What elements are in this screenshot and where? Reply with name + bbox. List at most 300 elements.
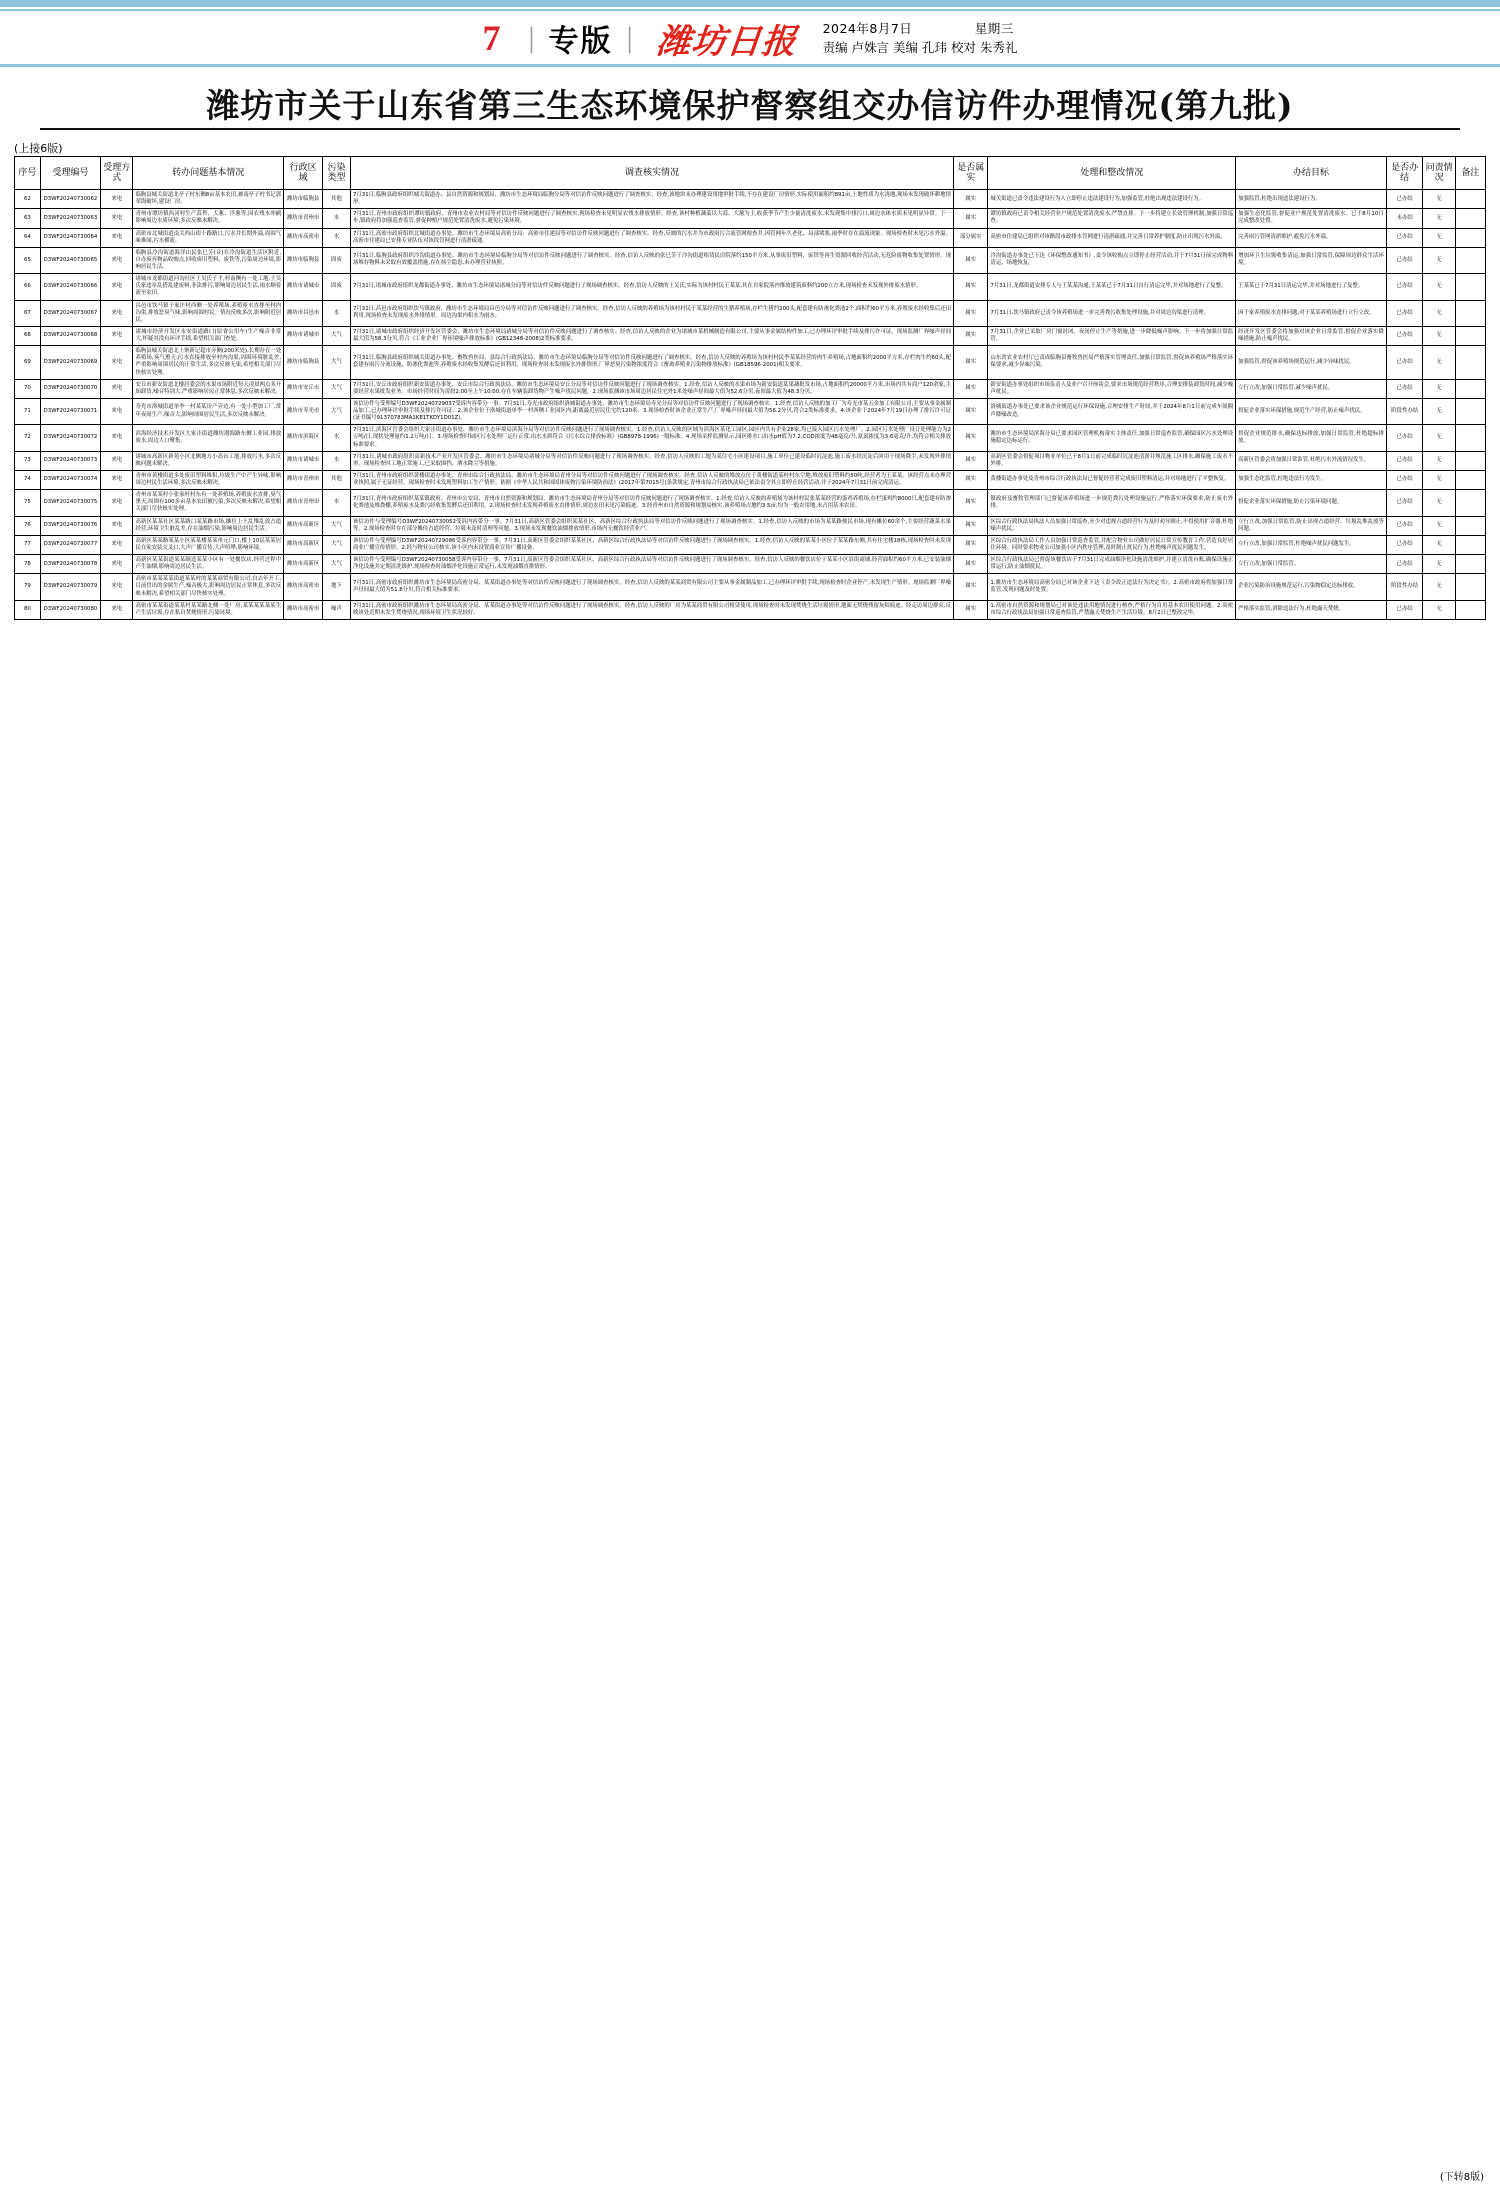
case-accountability: 无 [1423, 326, 1455, 345]
case-area: 潍坊市青州市 [284, 209, 323, 228]
case-code: D3WF20240730062 [40, 190, 100, 209]
top-rule-secondary [0, 9, 1500, 11]
case-area: 潍坊市诸城市 [284, 326, 323, 345]
case-pollution-type: 噪声 [322, 600, 350, 619]
case-investigation: 7月31日,诸城市政府组织龙都街道办事处、潍坊市生态环境局诸城分局等对信访件反映问题进行了现场调查核实。经查,信访人反映的王吴氏,实际为该村村民王某某,其在自家院落内堆放建筑废料约200立方米,现场检查未发现外排废水情形。 [350, 274, 953, 300]
case-is-true: 属实 [953, 470, 987, 489]
case-goal: 督促企业规范排水,确保达标排放,加强日常监管,杜绝超标排放。 [1236, 425, 1387, 451]
case-goal: 高新区管委会将加强日常监管,杜绝污水外流情况发生。 [1236, 451, 1387, 470]
case-goal: 督促企业落实环保措施,防止污染环境问题。 [1236, 490, 1387, 516]
case-is-true: 属实 [953, 535, 987, 554]
case-seq: 73 [15, 451, 41, 470]
case-handling: 潍坊市生态环境局滨海分局已要求园区管理机构落实主体责任,加强日常巡查监管,确保园区污水处理设施稳定达标运行。 [988, 425, 1236, 451]
case-area: 潍坊市滨海区 [284, 425, 323, 451]
case-is-true: 属实 [953, 398, 987, 424]
case-handling: 山东省农业农村厅已责成临朐县畜牧兽医局严格落实管理责任,加强日常监管,督促该养殖场严格落实环保要求,减少异味污染。 [988, 346, 1236, 380]
case-investigation: 7月31日,高密市政府组织北城街道办事处、潍坊市生态环境局高密分局、高密市住建局等对信访件反映问题进行了调查核实。经查,反映的污水井为市政雨污合流管网检查井,因管网年久老化、局部堵塞,雨季时存在溢流现象。现场检查时未见污水外溢。高密市住建局已安排专业队伍对该段管网进行清淤疏通。 [350, 228, 953, 247]
case-code: D3WF20240730077 [40, 535, 100, 554]
case-investigation: 7月31日,昌邑市政府组织饮马镇政府、潍坊市生态环境局昌邑分局等对信访件反映问题进行了调查核实。经查,信访人反映的养殖场为该村村民于某某经营的生猪养殖场,存栏生猪约200头,配套建有防渗化粪池2个,面积约60平方米,养殖废水经收集后还田利用,现场检查未发现废水外排情形。周边沟渠内积水为雨水。 [350, 300, 953, 326]
case-seq: 68 [15, 326, 41, 345]
case-way: 来电 [101, 398, 133, 424]
case-area: 潍坊市昌邑市 [284, 300, 323, 326]
case-area: 潍坊市高密市 [284, 228, 323, 247]
case-accountability: 无 [1423, 490, 1455, 516]
case-goal: 立行立改,加强日常监管,防止出现占道经营、垃圾乱堆乱放等问题。 [1236, 516, 1387, 535]
case-code: D3WF20240730068 [40, 326, 100, 345]
case-is-true: 属实 [953, 600, 987, 619]
case-note [1455, 346, 1485, 380]
case-seq: 79 [15, 574, 41, 600]
case-accountability: 无 [1423, 574, 1455, 600]
table-row [15, 346, 1486, 380]
case-area: 潍坊市青州市 [284, 470, 323, 489]
case-handling: 7月31日,企业已采取厂房门窗封闭、夜间停止生产等措施,进一步降低噪声影响。下一步将加强日常监管。 [988, 326, 1236, 345]
case-investigation: 7月31日,青州市政府组织某某镇政府、青州市公安局、青州市自然资源和规划局、潍坊市生态环境局青州分局等对信访件反映问题进行了现场调查核实。1.经查,信访人反映的养殖场为该村村民张某某经营的蛋鸡养殖场,存栏蛋鸡约8000只,配套建有防渗化粪池及堆粪棚,养殖废水及粪污经收集发酵后还田利用。2.现场检查时未发现养殖废水直排情形,周边农田未见污染痕迹。3.经青州市自然资源和规划局核实,该养殖场占地约3.5亩,均为一般农用地,未占用基本农田。 [350, 490, 953, 516]
weekday: 星期三 [974, 20, 1014, 36]
case-investigation: 7月31日,青州市政府组织谭坊镇政府、青州市农业农村局等对信访件反映问题进行了调查核实,现场检查未见明显农残水排放情形。经查,该村种植蔬菜以大蒜、大葱为主,收获季节产生少量清洗废水,未发现集中排污口,周边水体水质未见明显异常。下一步,镇政府将加强巡查监管,督促种植户规范处置清洗废水,避免污染环境。 [350, 209, 953, 228]
table-row [15, 425, 1486, 451]
col-header-handling: 处理和整改情况 [988, 157, 1236, 190]
col-header-code: 受理编号 [40, 157, 100, 190]
case-is-true: 属实 [953, 247, 987, 273]
case-pollution-type: 水 [322, 228, 350, 247]
case-code: D3WF20240730064 [40, 228, 100, 247]
continued-to-note: (下转8版) [1439, 2172, 1484, 2183]
case-area: 潍坊市高密市 [284, 600, 323, 619]
case-handling: 冷沟街道办事处已下达《环保整改通知书》,责令该收购点立即停止经营活动,并于7月31日前完成物料清运、场地恢复。 [988, 247, 1236, 273]
case-is-done: 阶段性办结 [1386, 398, 1423, 424]
title-underline [40, 128, 1460, 130]
case-is-true: 属实 [953, 555, 987, 574]
col-header-is-true: 是否属实 [953, 157, 987, 190]
table-row [15, 228, 1486, 247]
masthead-separator-1: | [528, 21, 535, 54]
case-way: 来电 [101, 451, 133, 470]
case-basic-situation: 青州市黄楼街道多处废旧塑料堆积,垃圾生产中产生异味,影响周边村民生活环境,多次反映未解决。 [133, 470, 284, 489]
case-goal: 督促企业落实环保措施,规范生产经营,防止噪声扰民。 [1236, 398, 1387, 424]
case-accountability: 无 [1423, 451, 1455, 470]
table-row [15, 490, 1486, 516]
case-basic-situation: 高密市某某街道某某村某某路北侧一处厂房,某某某某某某生产生活垃圾,存在私自焚烧情形,污染环境。 [133, 600, 284, 619]
case-accountability: 无 [1423, 600, 1455, 619]
case-way: 来电 [101, 346, 133, 380]
case-handling: 1.潍坊市生态环境局高密分局已对该企业下达《责令改正违法行为决定书》。2.高密市政府将加强日常监管,发现问题及时处置。 [988, 574, 1236, 600]
case-seq: 63 [15, 209, 41, 228]
case-is-true: 属实 [953, 379, 987, 398]
case-pollution-type: 水 [322, 451, 350, 470]
case-is-done: 已办结 [1386, 555, 1423, 574]
case-pollution-type: 其他 [322, 190, 350, 209]
case-note [1455, 209, 1485, 228]
case-seq: 75 [15, 490, 41, 516]
case-code: D3WF20240730069 [40, 346, 100, 380]
case-pollution-type: 水 [322, 300, 350, 326]
case-pollution-type: 固废 [322, 247, 350, 273]
case-pollution-type: 大气 [322, 516, 350, 535]
case-area: 潍坊市临朐县 [284, 190, 323, 209]
case-seq: 80 [15, 600, 41, 619]
case-accountability: 无 [1423, 398, 1455, 424]
case-handling: 镇政府及畜牧管理部门已督促该养殖场进一步规范粪污处理设施运行,严格落实环保要求,防止废水外排。 [988, 490, 1236, 516]
case-investigation: 7月31日,诸城市政府组织高新技术产业开发区管委会、潍坊市生态环境局诸城分局等对信访件反映问题进行了现场调查核实。经查,信访人反映的工地为某住宅小区建设项目,施工单位已建设临时沉淀池,施工废水经沉淀后回用于现场降尘,未发现外排情形。现场检查时工地正常施工,已采取围挡、洒水降尘等措施。 [350, 451, 953, 470]
table-row [15, 209, 1486, 228]
case-area: 潍坊市寿光市 [284, 398, 323, 424]
case-handling: 7月31日,龙都街道安排专人与王某某沟通,王某某已于7月31日自行清运完毕,并对场地进行了复整。 [988, 274, 1236, 300]
case-basic-situation: 诸城市高新区新苑小区北侧地方小高台工地,排放污水,多次反映问题未解决。 [133, 451, 284, 470]
case-pollution-type: 大气 [322, 555, 350, 574]
case-seq: 66 [15, 274, 41, 300]
case-way: 来电 [101, 470, 133, 489]
case-handling: 区综合行政执法局执法人员加强日常巡查,至少对违规占道经营行为及时劝导制止,不得使用扩音器,杜绝噪声扰民。 [988, 516, 1236, 535]
case-goal: 加强生态化监管,督促业户规范处置清洗废水。已于8月10日完成整改处置。 [1236, 209, 1387, 228]
case-is-done: 已办结 [1386, 300, 1423, 326]
case-code: D3WF20240730063 [40, 209, 100, 228]
case-note [1455, 516, 1485, 535]
case-seq: 67 [15, 300, 41, 326]
case-area: 潍坊市临朐县 [284, 247, 323, 273]
case-code: D3WF20240730067 [40, 300, 100, 326]
masthead-bottom-rule [0, 64, 1500, 67]
case-basic-situation: 青州市谭坊镇西河村生产蒜苔、大葱、洋葱等,因农残水冲刷影响周边水质环境,多次反映未解决。 [133, 209, 284, 228]
case-pollution-type: 大气 [322, 398, 350, 424]
case-goal: 加强监管,督促该养殖场规范运行,减少异味扰民。 [1236, 346, 1387, 380]
case-investigation: 7月31日,高密市政府组织潍坊市生态环境局高密分局、某某街道办事处等对信访件反映问题进行了现场调查核实。经查,信访人反映的厂房为某某商贸有限公司租赁使用,现场检查时未发现焚烧生活垃圾情形,地面无焚烧残留灰烬痕迹。经走访周边群众,反映该处近期未发生焚烧情况,现场环境卫生状况较好。 [350, 600, 953, 619]
case-way: 来电 [101, 574, 133, 600]
case-is-true: 属实 [953, 516, 987, 535]
case-area: 潍坊市高新区 [284, 535, 323, 554]
table-row [15, 274, 1486, 300]
case-pollution-type: 大气 [322, 535, 350, 554]
case-note [1455, 228, 1485, 247]
case-seq: 69 [15, 346, 41, 380]
case-handling: 7月31日,饮马镇政府已责令该养殖场进一步完善粪污收集处理设施,并对周边沟渠进行清理。 [988, 300, 1236, 326]
case-basic-situation: 高新区某某路某某小区某某楼某某单元门口,楼上10层某某居民在家安装交叉口,大声广播宣传,大声喧哗,影响环境。 [133, 535, 284, 554]
case-pollution-type: 其他 [322, 470, 350, 489]
case-way: 来电 [101, 379, 133, 398]
case-note [1455, 247, 1485, 273]
case-investigation: 7月31日,临朐县政府组织城关街道办、县自然资源和规划局、潍坊市生态环境局临朐分局等对信访件反映问题进行了调查核实。经查,该地块未办理建设用地审批手续,不存在建设厂房情形,实际使用面积约891亩,土地性质为水浇地,现场未发现破坏耕地情形。 [350, 190, 953, 209]
case-accountability: 无 [1423, 425, 1455, 451]
case-way: 来电 [101, 274, 133, 300]
case-investigation: 该信访件与受理编号D3WF20240730052受诉内容带分一事。7月31日,高新区管委会组织某某社区、高新区综合行政执法局等对信访件反映问题进行了现场调查核实。1.经查,信访人反映的市场为某某路便民市场,现有摊位60余个,主要经营蔬菜水果等。2.现场检查时存在部分摊位占道经营、垃圾未及时清理等问题。3.现场未发现餐饮油烟排放情形,市场内无餐饮经营业户。 [350, 516, 953, 535]
case-basic-situation: 诸城市龙都街道河沟社区王吴氏子平,村南侧有一处工地,王吴氏家违章乱搭乱建废料,非法排污,影响周边居民生活,雨水顺着流至农田。 [133, 274, 284, 300]
case-note [1455, 274, 1485, 300]
case-handling: 高新区管委会督促项目物业单位已于8月1日前完成临时沉淀池清淤并规范施工区排水,确保施工废水不外排。 [988, 451, 1236, 470]
case-is-true: 属实 [953, 346, 987, 380]
case-basic-situation: 临朐县城关街道北上寨新记超市旁侧(200米处),长期存在一处养殖场,臭气熏天,污水直接排放至村内沟渠,周围环境脏乱差,严重影响周围居民的正常生活,多次反映无果,希望相关部门尽快核实处理。 [133, 346, 284, 380]
case-basic-situation: 滨海经济技术开发区大家洼街道潍坊渤海路东侧工业园,排放废水,周边人口聚集。 [133, 425, 284, 451]
table-body [15, 190, 1486, 620]
case-code: D3WF20240730065 [40, 247, 100, 273]
case-investigation: 7月31日,青州市政府组织黄楼街道办事处、青州市综合行政执法局、潍坊市生态环境局青州分局等对信访件反映问题进行了现场调查核实。经查,信访人反映的堆放点位于黄楼街道某村村东空地,堆放废旧塑料约50吨,经营者为王某某。该经营点未办理营业执照,属于无证经营。现场检查时未发现塑料加工生产情形。依据《中华人民共和国固体废物污染环境防治法》(2017年第7015号)条款规定,青州市综合行政执法局已依法责令其立即停止经营活动,并于2024年7月31日前完成清运。 [350, 470, 953, 489]
case-investigation: 7月31日,诸城市政府组织经济开发区管委会、潍坊市生态环境局诸城分局等对信访件反映问题进行了调查核实。经查,信访人反映的企业为诸城市某机械制造有限公司,主要从事金属结构件加工,已办理环评审批手续及排污许可证。现场监测厂界噪声昼间最大值为58.3分贝,符合《工业企业厂界环境噪声排放标准》(GB12348-2008)2类标准要求。 [350, 326, 953, 345]
case-accountability: 无 [1423, 209, 1455, 228]
case-pollution-type: 大气 [322, 346, 350, 380]
case-note [1455, 555, 1485, 574]
case-code: D3WF20240730075 [40, 490, 100, 516]
case-goal: 企业污染防治设施规范运行,污染物稳定达标排放。 [1236, 574, 1387, 600]
case-goal: 加强监管,杜绝出现违法建设行为。 [1236, 190, 1387, 209]
case-is-done: 未办结 [1386, 209, 1423, 228]
case-investigation: 该信访件与受理编号D3WF20240729037受诉内容带分一事。7月31日,寿光市政府组织洛城街道办事处、潍坊市生态环境局寿光分局等对信访件反映问题进行了现场调查核实。1.经查,信访人反映的加工厂为寿光市某五金加工有限公司,主要从事金属制品加工,已办理环评审批手续及排污许可证。2.该企业位于洛城街道单李一村西侧工业园区内,距离最近居民住宅约120米。3.现场检查时该企业正常生产,厂界噪声昼间最大值为56.2分贝,符合2类标准要求。4.该企业于2024年7月19日办理了排污许可证(证书编号91370783MA1KE1TKDY1D01Z)。 [350, 398, 953, 424]
table-row [15, 516, 1486, 535]
case-goal: 加强生态化监管,杜绝违法行为发生。 [1236, 470, 1387, 489]
case-area: 潍坊市青州市 [284, 490, 323, 516]
publication-date: 2024年8月7日 [822, 20, 913, 36]
case-is-true: 属实 [953, 425, 987, 451]
page-title: 潍坊市关于山东省第三生态环境保护督察组交办信访件办理情况(第九批) [206, 86, 1294, 125]
table-row [15, 398, 1486, 424]
table-header-row [15, 157, 1486, 190]
case-goal: 增加环卫生垃圾收集清运,加强日常监管,保障周边群众生活环境。 [1236, 247, 1387, 273]
table-row [15, 451, 1486, 470]
case-seq: 76 [15, 516, 41, 535]
case-goal: 王某某已于7月31日清运完毕,并对场地进行了复整。 [1236, 274, 1387, 300]
case-is-done: 已办结 [1386, 228, 1423, 247]
case-way: 来电 [101, 326, 133, 345]
case-way: 来电 [101, 425, 133, 451]
case-seq: 78 [15, 555, 41, 574]
case-note [1455, 490, 1485, 516]
case-goal: 立行立改,加强日常监管,减少噪声扰民。 [1236, 379, 1387, 398]
section-label: 专版 [548, 24, 613, 59]
case-basic-situation: 诸城市经济开发区永安街道路口(原省公用车)生产噪音非常大,怀疑其没有环评手续,希望相关部门查处。 [133, 326, 284, 345]
editorial-credits: 责编 卢姝言 美编 孔玮 校对 朱秀礼 [822, 40, 1018, 55]
case-way: 来电 [101, 190, 133, 209]
case-note [1455, 398, 1485, 424]
col-header-area: 行政区域 [284, 157, 323, 190]
case-handling: 区综合行政执法局工作人员加强日常巡查监管,并配合物业公司做好居民日常宣传教育工作,营造良好居住环境。同时要求物业公司加强小区内秩序管理,及时制止扰民行为,杜绝噪声扰民问题发生。 [988, 535, 1236, 554]
case-handling: 1.高密市自然资源和规划局已对该处违法用地情况进行核查,严格行为自用基本农田使用问题。2.高密市综合行政执法局加强日常巡查监管,严禁露天焚烧生产生活垃圾。8月2日已整改完毕。 [988, 600, 1236, 619]
case-handling: 洛城街道办事处已要求该企业规范运行环保设施,合理安排生产时间,并于2024年8月1日前完成车间隔声降噪改造。 [988, 398, 1236, 424]
case-note [1455, 425, 1485, 451]
case-basic-situation: 高新区某某社区某某路口某某路市场,摊位上上乱堆乱放占道经营,环境卫生脏乱差,存在油烟污染,影响周边居民生活。 [133, 516, 284, 535]
case-is-done: 已办结 [1386, 274, 1423, 300]
case-pollution-type: 水 [322, 490, 350, 516]
case-is-done: 已办结 [1386, 470, 1423, 489]
case-goal: 经济开发区管委会将加强对该企业日常监管,督促企业落实降噪措施,防止噪声扰民。 [1236, 326, 1387, 345]
table-row [15, 300, 1486, 326]
case-way: 来电 [101, 247, 133, 273]
case-area: 潍坊市高新区 [284, 555, 323, 574]
col-header-ptype: 污染类型 [322, 157, 350, 190]
case-code: D3WF20240730072 [40, 425, 100, 451]
case-is-done: 已办结 [1386, 600, 1423, 619]
case-is-done: 已办结 [1386, 379, 1423, 398]
case-code: D3WF20240730073 [40, 451, 100, 470]
newspaper-logo: 潍坊日报 [654, 21, 799, 62]
case-basic-situation: 安丘市新安街道北楼居委会的水果市场附近每天凌晨两点多开始卸货,噪音特别大,严重影响居民正常休息,多次反映未解决。 [133, 379, 284, 398]
case-is-true: 部分属实 [953, 228, 987, 247]
case-handling: 城关街道已责令违法建设行为人立即停止违法建设行为,加强监管,杜绝出现违法建设行为。 [988, 190, 1236, 209]
case-investigation: 7月31日,滨海区管委会组织大家洼街道办事处、潍坊市生态环境局滨海分局等对信访件反映问题进行了现场调查核实。1.经查,信访人反映的区域为滨海区某化工园区,园区内共有企业28家,均已接入园区污水处理厂。2.园区污水处理厂设计处理能力为2万吨/日,现状处理量约1.2万吨/日。3.现场检查时园区污水处理厂运行正常,出水水质符合《污水综合排放标准》(GB8978-1996)一级标准。4.现场采样监测显示,园区排水口出水pH值为7.2,COD浓度为48毫克/升,氨氮浓度为3.6毫克/升,均符合相关排放标准要求。 [350, 425, 953, 451]
col-header-is-done: 是否办结 [1386, 157, 1423, 190]
case-note [1455, 379, 1485, 398]
case-accountability: 无 [1423, 247, 1455, 273]
case-way: 来电 [101, 490, 133, 516]
case-way: 来电 [101, 555, 133, 574]
case-code: D3WF20240730071 [40, 398, 100, 424]
case-investigation: 该信访件与受理编号D3WF20240729086受诉内容带分一事。7月31日,高新区管委会组织某某社区、高新区综合行政执法局等对信访件反映问题进行了现场调查核实。1.经查,信访人反映的某某小区位于某某路东侧,共有住宅楼18栋,现场检查时未发现商业广播宣传情形。2.经与物业公司核实,该小区内未设置商业宣传广播设备。 [350, 535, 953, 554]
case-investigation: 7月31日,临朐县政府组织城关街道办事处、畜牧兽医局、县综合行政执法局、潍坊市生态环境局临朐分局等对信访件反映问题进行了调查核实。经查,信访人反映的养殖场为该村村民李某某经营的肉牛养殖场,占地面积约2000平方米,存栏肉牛约60头,配套建有雨污分流设施、防渗化粪池等,养殖废水经收集发酵后还田利用。现场检查时未发现废水外排情形,厂界恶臭污染物浓度符合《畜禽养殖业污染物排放标准》(GB18596-2001)相关要求。 [350, 346, 953, 380]
case-code: D3WF20240730066 [40, 274, 100, 300]
case-basic-situation: 寿光市洛城街道单李一村某某房产旁边,有一处小型加工厂,常年夜间生产,噪音大,影响周围居民生活,多次反映未解决。 [133, 398, 284, 424]
case-is-done: 已办结 [1386, 535, 1423, 554]
case-is-done: 已办结 [1386, 247, 1423, 273]
case-basic-situation: 青州市某某村小张家村村东有一处养殖场,养殖废水直排,臭气熏天,周围有100多亩基本农田被污染,多次反映未解决,希望相关部门尽快核实处理。 [133, 490, 284, 516]
case-note [1455, 470, 1485, 489]
case-goal: 严格落实监管,消除违法行为,杜绝露天焚烧。 [1236, 600, 1387, 619]
case-seq: 74 [15, 470, 41, 489]
case-seq: 77 [15, 535, 41, 554]
case-seq: 70 [15, 379, 41, 398]
case-area: 潍坊市高密市 [284, 574, 323, 600]
masthead [0, 14, 1500, 62]
top-rule [0, 0, 1500, 7]
case-basic-situation: 高密市北城街道南关西山街十路路口,污水井长期外溢,周围气味难闻,污水横流。 [133, 228, 284, 247]
case-accountability: 无 [1423, 274, 1455, 300]
case-pollution-type: 地下 [322, 574, 350, 600]
table-row [15, 326, 1486, 345]
case-way: 来电 [101, 228, 133, 247]
case-accountability: 无 [1423, 228, 1455, 247]
case-basic-situation: 昌邑市饮马镇于家庄村西侧一处养殖场,养殖废水直排至村内沟渠,排放恶臭气味,影响周围村民。情况反映多次,影响附近居民。 [133, 300, 284, 326]
case-is-done: 阶段性办结 [1386, 574, 1423, 600]
case-area: 潍坊市临朐县 [284, 346, 323, 380]
case-note [1455, 451, 1485, 470]
case-pollution-type: 水 [322, 209, 350, 228]
col-header-way: 受理方式 [101, 157, 133, 190]
case-area: 潍坊市诸城市 [284, 451, 323, 470]
report-table-wrapper [14, 156, 1486, 620]
case-accountability: 无 [1423, 516, 1455, 535]
case-accountability: 无 [1423, 535, 1455, 554]
case-code: D3WF20240730078 [40, 555, 100, 574]
case-code: D3WF20240730079 [40, 574, 100, 600]
case-way: 来电 [101, 516, 133, 535]
case-seq: 71 [15, 398, 41, 424]
case-accountability: 无 [1423, 300, 1455, 326]
case-seq: 64 [15, 228, 41, 247]
table-row [15, 470, 1486, 489]
case-is-done: 已办结 [1386, 490, 1423, 516]
case-pollution-type: 固废 [322, 274, 350, 300]
case-goal: 立行立改,加强日常监管。 [1236, 555, 1387, 574]
case-is-true: 属实 [953, 300, 987, 326]
case-is-done: 已办结 [1386, 451, 1423, 470]
case-accountability: 无 [1423, 379, 1455, 398]
case-area: 潍坊市高新区 [284, 516, 323, 535]
case-pollution-type: 水 [322, 425, 350, 451]
case-note [1455, 535, 1485, 554]
case-note [1455, 600, 1485, 619]
case-goal: 立行立改,加强日常监管,杜绝噪声扰民问题发生。 [1236, 535, 1387, 554]
case-seq: 72 [15, 425, 41, 451]
case-note [1455, 300, 1485, 326]
case-is-done: 已办结 [1386, 190, 1423, 209]
case-is-true: 属实 [953, 490, 987, 516]
case-way: 来电 [101, 300, 133, 326]
case-code: D3WF20240730080 [40, 600, 100, 619]
case-goal: 因于家养殖废水直排问题,对于某某养殖场进行立行立改。 [1236, 300, 1387, 326]
case-is-done: 已办结 [1386, 516, 1423, 535]
case-area: 潍坊市安丘市 [284, 379, 323, 398]
col-header-seq: 序号 [15, 157, 41, 190]
case-note [1455, 190, 1485, 209]
case-code: D3WF20240730074 [40, 470, 100, 489]
masthead-separator-2: | [626, 21, 633, 54]
case-accountability: 无 [1423, 555, 1455, 574]
case-pollution-type: 大气 [322, 326, 350, 345]
case-goal: 完善雨污管网清淤维护,避免污水外溢。 [1236, 228, 1387, 247]
continued-from-note: (上接6版) [14, 142, 63, 155]
case-is-true: 属实 [953, 326, 987, 345]
case-handling: 黄楼街道办事处及青州市综合行政执法局已督促经营者完成废旧塑料清运,并对场地进行了平整恢复。 [988, 470, 1236, 489]
case-is-done: 已办结 [1386, 425, 1423, 451]
col-header-note: 备注 [1455, 157, 1485, 190]
case-handling: 谭坊镇政府已责令相关经营业户规范处置清洗废水,严禁直排。下一步将建立长效管理机制,加强日常巡查。 [988, 209, 1236, 228]
case-accountability: 无 [1423, 346, 1455, 380]
case-investigation: 7月31日,临朐县政府组织冷沟街道办事处、潍坊市生态环境局临朐分局等对信访件反映问题进行了调查核实。经查,信访人反映的张巳芳于冷沟街道租赁民房院落约150平方米,从事废旧塑料、废铁等再生资源回收经营活动,无危险废物收集处置情形。现场堆存物料未采取有效覆盖措施,存在扬尘隐患,未办理营业执照。 [350, 247, 953, 273]
page-number: 7 [482, 18, 501, 58]
case-basic-situation: 临朐县城关街道北亭子村东侧8亩基本农田,被南亭子村书记郭荣海破坏,建设厂房。 [133, 190, 284, 209]
col-header-basic: 转办问题基本情况 [133, 157, 284, 190]
case-is-true: 属实 [953, 451, 987, 470]
case-way: 来电 [101, 209, 133, 228]
case-handling: 高密市住建局已组织对该路段市政排水管网进行清淤疏通,并完善日常养护制度,防止出现污水外溢。 [988, 228, 1236, 247]
case-is-true: 属实 [953, 274, 987, 300]
case-investigation: 7月31日,高密市政府组织潍坊市生态环境局高密分局、某某街道办事处等对信访件反映问题进行了现场调查核实。经查,信访人反映的某某商贸有限公司主要从事金属制品加工,已办理环评审批手续,现场检查时企业停产,未发现生产情形。现场监测厂界噪声昼间最大值为51.8分贝,符合相关标准要求。 [350, 574, 953, 600]
case-area: 潍坊市诸城市 [284, 274, 323, 300]
table-row [15, 574, 1486, 600]
case-way: 来电 [101, 535, 133, 554]
table-row [15, 535, 1486, 554]
case-is-true: 属实 [953, 574, 987, 600]
col-header-investigation: 调查核实情况 [350, 157, 953, 190]
case-is-true: 属实 [953, 190, 987, 209]
table-row [15, 600, 1486, 619]
case-code: D3WF20240730070 [40, 379, 100, 398]
case-basic-situation: 高新区某某街道某某制造某某小区有一处餐饮店,经营过程中产生油烟,影响周边居民生活。 [133, 555, 284, 574]
case-handling: 新安街道办事处组织市场负责人及业户召开座谈会,要求市场规范经营秩序,合理安排装卸货时间,减少噪声扰民。 [988, 379, 1236, 398]
case-is-true: 属实 [953, 209, 987, 228]
case-investigation: 7月31日,安丘市政府组织新安街道办事处、安丘市综合行政执法局、潍坊市生态环境局安丘分局等对信访件反映问题进行了现场调查核实。1.经查,信访人反映的水果市场为新安街道某果蔬批发市场,占地面积约20000平方米,市场内共有商户120余家,主要经营水果批发业务。市场经营时间为凌晨2:00至上午10:00,存在车辆装卸货物产生噪声扰民问题。2.现场监测该市场周边居民住宅外1米处噪声昼间最大值为52.6分贝,夜间最大值为48.3分贝。 [350, 379, 953, 398]
table-row [15, 247, 1486, 273]
inspection-cases-table [14, 156, 1486, 620]
case-basic-situation: 高密市某某某某街道某某村的某某商贸有限公司,自去年开工,目前冒出的金属生产,噪音极大,影响周边居民正常休息,多次反映未解决,希望相关部门尽快核实处理。 [133, 574, 284, 600]
table-row [15, 379, 1486, 398]
col-header-accountability: 问责情况 [1423, 157, 1455, 190]
table-row [15, 555, 1486, 574]
case-seq: 65 [15, 247, 41, 273]
case-seq: 62 [15, 190, 41, 209]
case-accountability: 无 [1423, 470, 1455, 489]
case-is-done: 已办结 [1386, 346, 1423, 380]
case-is-done: 已办结 [1386, 326, 1423, 345]
table-row [15, 190, 1486, 209]
masthead-meta [823, 19, 1018, 58]
case-note [1455, 326, 1485, 345]
case-code: D3WF20240730076 [40, 516, 100, 535]
case-investigation: 该信访件与受理编号D3WF20240730058受诉内容带分一事。7月31日,高新区管委会组织某某社区、高新区综合行政执法局等对信访件反映问题进行了现场调查核实。经查,信访人反映的餐饮店位于某某小区沿街商铺,经营面积约60平方米,已安装油烟净化设施并定期清洗维护,现场检查时油烟净化设施正常运行,未发现油烟直排情形。 [350, 555, 953, 574]
case-accountability: 无 [1423, 190, 1455, 209]
case-note [1455, 574, 1485, 600]
case-handling: 区综合行政执法局已督促该餐饮店于7月31日完成油烟净化设施清洗维护,并建立清洗台账,确保设施正常运行,防止油烟扰民。 [988, 555, 1236, 574]
case-pollution-type: 大气 [322, 379, 350, 398]
col-header-goal: 办结目标 [1236, 157, 1387, 190]
case-basic-situation: 临朐县冷沟街道海洋山民张巳芳(音)在冷沟街道生活区附近,自办废弃物品收购点,回收废旧塑料、废铁等,污染周边环境,影响居民生活。 [133, 247, 284, 273]
case-way: 来电 [101, 600, 133, 619]
